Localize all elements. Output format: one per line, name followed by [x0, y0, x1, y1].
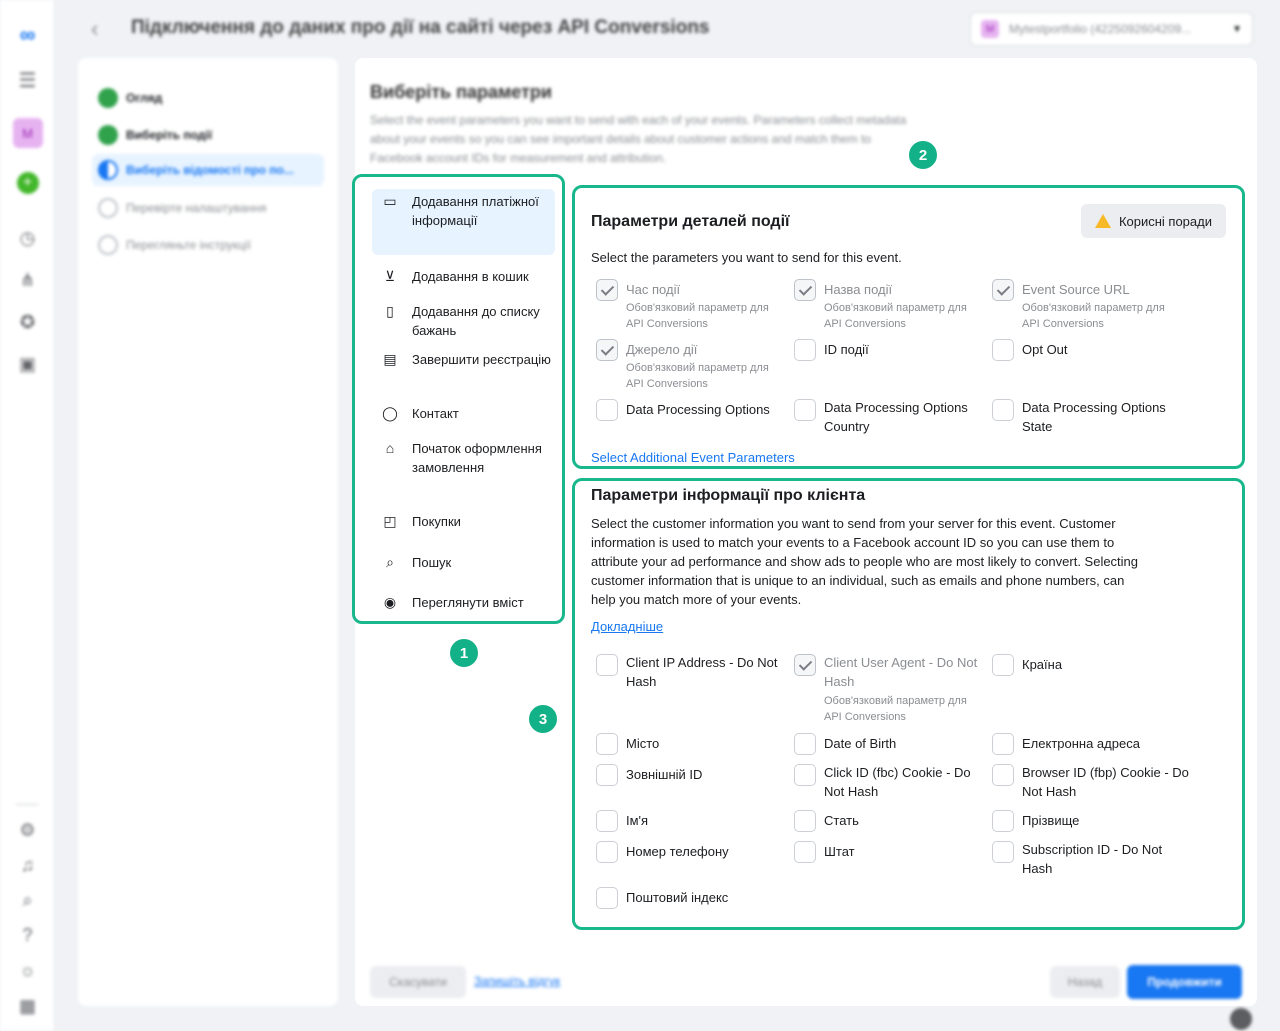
- param-label: Стать: [824, 813, 859, 828]
- param-label: Subscription ID - Do Not Hash: [1022, 842, 1163, 876]
- param-label: Click ID (fbc) Cookie - Do Not Hash: [824, 765, 971, 799]
- param-label: Зовнішній ID: [626, 767, 703, 782]
- learn-more-link[interactable]: Докладніше: [591, 619, 664, 634]
- checkbox-city[interactable]: [596, 733, 618, 755]
- section-title: Виберіть параметри: [370, 82, 552, 102]
- back-arrow-icon[interactable]: ‹: [91, 16, 99, 41]
- feedback-link[interactable]: Запишіть відгук: [474, 974, 561, 988]
- checkbox-fbp[interactable]: [992, 764, 1014, 786]
- account-name: Mytestportfolio (4225092604209...: [1009, 22, 1192, 36]
- event-item-add-to-cart[interactable]: [372, 267, 555, 286]
- events-list: [352, 174, 565, 624]
- step-label: Огляд: [126, 91, 163, 105]
- checkbox-dpo[interactable]: [596, 399, 618, 421]
- event-label: Додавання до списку бажань: [412, 304, 540, 338]
- chevron-down-icon: ▼: [1232, 23, 1242, 35]
- back-button[interactable]: Назад: [1050, 966, 1120, 998]
- bug-icon[interactable]: ☼: [19, 960, 36, 980]
- step-label: Виберіть відомості про по...: [126, 163, 294, 177]
- checkbox-event-time[interactable]: [596, 279, 618, 301]
- checkbox-gender[interactable]: [794, 810, 816, 832]
- meta-logo-icon[interactable]: ∞: [19, 22, 36, 47]
- checkbox-event-name[interactable]: [794, 279, 816, 301]
- event-params-description: Select the parameters you want to send for this event.: [591, 250, 902, 265]
- param-label: Прізвище: [1022, 813, 1080, 828]
- checkbox-event-id[interactable]: [794, 339, 816, 361]
- checkbox-external-id[interactable]: [596, 764, 618, 786]
- required-note: Обов'язковий параметр для API Conversions: [824, 695, 967, 723]
- checkbox-fbc[interactable]: [794, 764, 816, 786]
- shopping-bag-icon: ◰: [383, 513, 397, 529]
- settings-icon[interactable]: ⚙: [19, 820, 36, 840]
- check-circle-icon: [98, 88, 118, 108]
- briefcase-icon[interactable]: ▣: [18, 354, 36, 374]
- create-icon[interactable]: +: [0, 172, 55, 194]
- checkbox-event-source-url[interactable]: [992, 279, 1014, 301]
- param-label: Номер телефону: [626, 844, 729, 859]
- step-label: Перевірте налаштування: [126, 201, 267, 215]
- progress-circle-icon: [98, 160, 118, 180]
- customer-params-panel: [572, 478, 1245, 930]
- chat-icon: ◯: [382, 405, 398, 421]
- required-note: Обов'язковий параметр для API Conversions: [1022, 302, 1165, 330]
- step-label: Виберіть події: [126, 128, 213, 142]
- callout-2: 2: [907, 139, 939, 171]
- event-item-search[interactable]: [372, 553, 555, 572]
- step-label: Перегляньте інструкції: [126, 238, 252, 252]
- search-nav-icon[interactable]: ⌕: [22, 890, 33, 910]
- check-circle-icon: [98, 125, 118, 145]
- global-nav: [0, 0, 55, 1031]
- help-icon[interactable]: [1230, 1008, 1252, 1030]
- event-label: Початок оформлення замовлення: [412, 441, 542, 475]
- step-view-instructions[interactable]: [98, 235, 251, 255]
- param-label: Data Processing Options Country: [824, 400, 968, 434]
- continue-button[interactable]: Продовжити: [1127, 965, 1242, 999]
- event-item-complete-registration[interactable]: [372, 350, 555, 369]
- param-label: Client User Agent - Do Not Hash: [824, 655, 978, 689]
- checkbox-dpo-state[interactable]: [992, 399, 1014, 421]
- cancel-button[interactable]: Скасувати: [370, 966, 466, 998]
- customer-params-description: Select the customer information you want to send from your server for this event. Customer information is used to match your events to a Facebook account ID so you can use them to attribute your ad performance and show ads to people who are most likely to convert. Selecting customer information that is unique to an individual, such as emails and phone numbers, can help you match more of your events.: [591, 516, 1139, 607]
- checkbox-action-source[interactable]: [596, 339, 618, 361]
- warning-icon: [1095, 214, 1111, 228]
- event-item-contact[interactable]: [372, 404, 555, 423]
- table-icon[interactable]: ▦: [18, 996, 36, 1016]
- step-review-settings[interactable]: [98, 198, 266, 218]
- help-nav-icon[interactable]: ?: [22, 925, 33, 945]
- param-label: Opt Out: [1022, 342, 1068, 357]
- network-icon[interactable]: ⋔: [19, 270, 36, 290]
- param-label: Date of Birth: [824, 736, 897, 751]
- checkbox-client-user-agent[interactable]: [794, 654, 816, 676]
- registration-icon: ▤: [383, 351, 397, 367]
- param-label: Електронна адреса: [1022, 736, 1140, 751]
- customer-params-title: Параметри інформації про клієнта: [591, 487, 866, 504]
- param-label: Штат: [824, 844, 855, 859]
- param-label: Browser ID (fbp) Cookie - Do Not Hash: [1022, 765, 1189, 799]
- checkbox-opt-out[interactable]: [992, 339, 1014, 361]
- param-label: Поштовий індекс: [626, 890, 729, 905]
- bookmark-icon: ▯: [386, 303, 394, 319]
- nav-divider: [16, 804, 38, 805]
- page-title: Підключення до даних про дії на сайті через API Conversions: [131, 17, 710, 38]
- event-label: Переглянути вміст: [412, 595, 524, 610]
- step-select-events[interactable]: [98, 125, 212, 145]
- event-label: Контакт: [412, 406, 459, 421]
- event-label: Покупки: [412, 514, 461, 529]
- event-label: Пошук: [412, 555, 452, 570]
- step-overview[interactable]: [98, 88, 162, 108]
- param-label: Data Processing Options State: [1022, 400, 1166, 434]
- eye-icon: ◉: [383, 594, 397, 610]
- event-params-title: Параметри деталей події: [591, 213, 790, 230]
- checkbox-first-name[interactable]: [596, 810, 618, 832]
- callout-1: 1: [448, 637, 480, 669]
- top-bar: [55, 0, 1280, 58]
- empty-circle-icon: [98, 198, 118, 218]
- checkbox-dpo-country[interactable]: [794, 399, 816, 421]
- step-select-details[interactable]: [92, 154, 324, 186]
- param-label: Назва події: [824, 282, 893, 297]
- required-note: Обов'язковий параметр для API Conversions: [824, 302, 967, 330]
- param-label: ID події: [824, 342, 869, 357]
- event-item-add-to-wishlist[interactable]: [372, 302, 555, 340]
- bell-icon[interactable]: ♫: [20, 855, 35, 875]
- checkbox-last-name[interactable]: [992, 810, 1014, 832]
- param-label: Місто: [626, 736, 660, 751]
- checkbox-client-ip[interactable]: [596, 654, 618, 676]
- cart-icon: ⊻: [384, 268, 396, 284]
- checkbox-country[interactable]: [992, 654, 1014, 676]
- checkbox-email[interactable]: [992, 733, 1014, 755]
- menu-icon[interactable]: ☰: [18, 70, 37, 92]
- search-icon: ⌕: [386, 554, 394, 570]
- credit-card-icon: ▭: [383, 193, 397, 209]
- section-description: Select the event parameters you want to send with each of your events. Parameters collect metadata about your events so you can see important details about customer actions and match them to Facebook account IDs for measurement and attribution.: [370, 113, 907, 165]
- account-selector[interactable]: [970, 12, 1253, 46]
- clock-icon[interactable]: ◷: [19, 228, 36, 248]
- account-badge: M: [981, 20, 999, 38]
- tips-button[interactable]: [1081, 204, 1226, 238]
- event-label: Додавання платіжної інформації: [412, 194, 539, 228]
- empty-circle-icon: [98, 235, 118, 255]
- event-params-panel: [572, 185, 1245, 469]
- event-item-initiate-checkout[interactable]: [372, 439, 555, 477]
- event-item-add-payment-info[interactable]: [372, 189, 555, 255]
- param-label: Event Source URL: [1022, 282, 1130, 297]
- required-note: Обов'язковий параметр для API Conversions: [626, 302, 769, 330]
- checkbox-state[interactable]: [794, 841, 816, 863]
- event-label: Додавання в кошик: [412, 269, 529, 284]
- star-icon[interactable]: ✪: [19, 312, 36, 332]
- basket-icon: ⌂: [385, 440, 395, 456]
- param-label: Країна: [1022, 657, 1063, 672]
- checkbox-date-of-birth[interactable]: [794, 733, 816, 755]
- param-label: Ім'я: [626, 813, 649, 828]
- account-avatar[interactable]: M: [0, 118, 55, 148]
- tips-label: Корисні поради: [1118, 213, 1212, 229]
- event-label: Завершити реєстрацію: [412, 352, 551, 367]
- param-label: Data Processing Options: [626, 402, 770, 417]
- event-item-view-content[interactable]: [372, 593, 555, 612]
- param-label: Джерело дії: [626, 342, 698, 357]
- select-additional-params-link[interactable]: Select Additional Event Parameters: [591, 450, 795, 465]
- callout-3: 3: [527, 703, 559, 735]
- param-label: Client IP Address - Do Not Hash: [626, 655, 778, 689]
- event-item-purchase[interactable]: [372, 512, 555, 531]
- checkbox-subscription-id[interactable]: [992, 841, 1014, 863]
- param-label: Час події: [626, 282, 681, 297]
- checkbox-zip[interactable]: [596, 887, 618, 909]
- checkbox-phone[interactable]: [596, 841, 618, 863]
- required-note: Обов'язковий параметр для API Conversions: [626, 362, 769, 390]
